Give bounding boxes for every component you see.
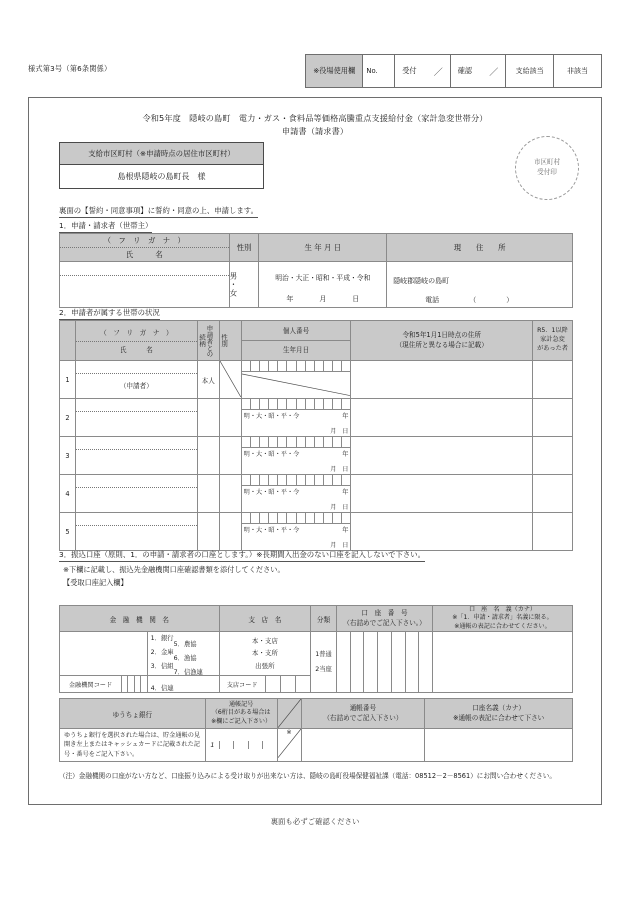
row3-sex-cell[interactable]	[219, 437, 241, 475]
account-type-2[interactable]: 2当座	[315, 666, 332, 673]
household-table	[59, 320, 573, 551]
row1-address-input[interactable]	[351, 361, 533, 399]
row1-number: 1	[60, 361, 76, 399]
inst-type-2[interactable]: 2．金庫	[150, 649, 174, 656]
applicant-address-input[interactable]	[387, 262, 573, 308]
row2-eras: 明・大・昭・平・令	[243, 413, 300, 420]
passbook-number-header	[301, 699, 425, 729]
row3-birth-cell[interactable]	[242, 448, 351, 474]
row3-change-input[interactable]	[533, 437, 573, 475]
applicant-table	[59, 233, 573, 308]
symbol-line1: 通帳記号	[228, 700, 254, 708]
title-line-1: 令和5年度 隠岐の島町 電力・ガス・食料品等価格高騰重点支援給付金（家計急変世帯分）	[142, 113, 488, 123]
table-row	[60, 513, 573, 551]
yucho-instruction: ゆうちょ銀行を選択された場合は、貯金通帳の見開き左上またはキャッシュカードに記載された記号・番号をご記入下さい。	[60, 729, 206, 762]
account-number-header	[337, 606, 433, 632]
diagonal-line-icon	[220, 361, 241, 397]
row5-address-input[interactable]	[351, 513, 533, 551]
birth-day-label: 日	[352, 294, 360, 303]
mynumber-grid[interactable]	[242, 399, 351, 410]
sex-header: 性別	[229, 234, 259, 262]
applicant-name-header	[60, 234, 230, 262]
inst-type-1[interactable]: 1．銀行	[150, 635, 174, 642]
furigana-header: （ フ リ ガ ナ ）	[60, 234, 229, 248]
tel-paren-close: ）	[506, 296, 514, 304]
row5-birth-cell[interactable]	[242, 524, 351, 550]
h-furigana-header: （ フ リ ガ ナ ）	[76, 322, 197, 342]
row3-day: 日	[342, 466, 349, 473]
footer-note: （注）金融機関の口座がない方など、口座振り込みによる受け取りが出来ない方は、隠岐の島町役場保健福祉課（電話：08512－2－8561）にお問い合わせください。	[59, 772, 556, 780]
section1-heading: 1．申請・請求者（世帯主）	[59, 220, 152, 233]
row5-mynumber-cell[interactable]	[241, 513, 351, 551]
passbook-symbol-input[interactable]	[205, 729, 277, 762]
receipt-stamp-circle	[515, 136, 579, 200]
main-frame	[28, 97, 602, 805]
mynumber-grid[interactable]	[242, 475, 351, 486]
relation-header-text: 申請者との続柄	[198, 324, 214, 357]
section3-note1: ※下欄に記載し、振込先金融機関口座確認書類を添付してください。	[63, 565, 285, 574]
number-line2: （右詰めでご記入下さい）	[323, 713, 403, 722]
row5-eras: 明・大・昭・平・令	[243, 527, 300, 534]
bank-account-table	[59, 605, 573, 693]
address-2023-line1: 令和5年1月1日時点の住所	[402, 330, 481, 339]
institution-name-input[interactable]	[60, 632, 148, 676]
row5-year: 年	[342, 527, 349, 534]
title-line-2: 申請書（請求書）	[281, 125, 349, 136]
mynumber-grid[interactable]	[242, 437, 351, 448]
eligible-cell[interactable]: 支給該当	[506, 55, 554, 88]
row4-day: 日	[342, 504, 349, 511]
row4-name-input[interactable]	[75, 475, 197, 513]
row4-mynumber-cell[interactable]	[241, 475, 351, 513]
row1-birth-cell[interactable]	[242, 372, 351, 398]
h-birth-header: 生年月日	[282, 346, 310, 354]
row3-number: 3	[60, 437, 76, 475]
acct-name-line1: 口 座 名 義（カナ）	[468, 606, 537, 614]
row-number-header	[60, 321, 76, 361]
sudden-change-header	[533, 321, 573, 361]
applicant-birth-input[interactable]	[259, 262, 387, 308]
yucho-table	[59, 698, 573, 762]
birth-header: 生 年 月 日	[259, 234, 387, 262]
symbol-extra-cell[interactable]	[277, 729, 301, 762]
institution-type-4[interactable]: 4．信連	[147, 676, 219, 693]
change-line3: があった者	[537, 344, 568, 352]
row1-name-input[interactable]	[75, 361, 197, 399]
address-2023-header	[351, 321, 533, 361]
era-options: 明治・大正・昭和・平成・令和	[275, 273, 371, 282]
row2-day: 日	[342, 428, 349, 435]
row3-year: 年	[342, 451, 349, 458]
name-header: 氏 名	[125, 250, 163, 259]
row2-address-input[interactable]	[351, 399, 533, 437]
branch-code-label: 支店コード	[219, 676, 265, 693]
inst-type-5[interactable]: 5．農協	[173, 641, 197, 648]
inst-type-3[interactable]: 3．信組	[150, 663, 174, 670]
row1-change-input[interactable]	[533, 361, 573, 399]
row1-sex-cell[interactable]	[219, 361, 241, 399]
row5-number: 5	[60, 513, 76, 551]
row4-relation[interactable]	[197, 475, 219, 513]
acct-name-line3: ※通帳の表記に合わせてください。	[454, 622, 551, 630]
yucho-name-header	[425, 699, 573, 729]
row4-eras: 明・大・昭・平・令	[243, 489, 300, 496]
row5-name-input[interactable]	[75, 513, 197, 551]
h-sex-header	[219, 321, 241, 361]
yucho-name-line1: 口座名義（カナ）	[472, 703, 526, 712]
row5-day: 日	[342, 542, 349, 549]
inst-type-6[interactable]: 6．漁協	[173, 655, 197, 662]
branch-type-2[interactable]: 本・支所	[251, 649, 278, 658]
form-number: 様式第3号（第6条関係）	[28, 64, 112, 73]
row1-mynumber-cell[interactable]	[241, 361, 351, 399]
account-name-header	[433, 606, 573, 632]
acct-no-line1: 口 座 番 号	[361, 608, 408, 617]
stamp-line-2: 受付印	[537, 168, 557, 176]
section3-heading: 3．振込口座（原則、1．の申請・請求者の口座とします。）※長期間入出金のない口座を記入しないで下さい。	[59, 549, 425, 562]
relation-header	[197, 321, 219, 361]
row2-year: 年	[342, 413, 349, 420]
row2-relation[interactable]	[197, 399, 219, 437]
bottom-note: 裏面も必ずご確認ください	[270, 817, 360, 826]
applicant-name-input[interactable]	[60, 262, 230, 308]
stamp-line-1: 市区町村	[533, 158, 561, 167]
symbol-line2: （6桁目がある場合は	[211, 709, 271, 717]
h-name-header: 氏 名	[119, 346, 153, 354]
row4-address-input[interactable]	[351, 475, 533, 513]
row4-change-input[interactable]	[533, 475, 573, 513]
mynumber-grid[interactable]	[242, 361, 351, 372]
applicant-sex-input[interactable]	[229, 262, 259, 308]
account-type-1[interactable]: 1普通	[315, 650, 332, 658]
recipient-box	[59, 142, 264, 189]
account-holder-name-input[interactable]	[433, 632, 573, 693]
mynumber-header	[241, 321, 351, 361]
row4-birth-cell[interactable]	[242, 486, 351, 512]
branch-code-grid[interactable]	[266, 676, 310, 692]
account-type-header: 分類	[311, 606, 337, 632]
row3-address-input[interactable]	[351, 437, 533, 475]
institution-type-options[interactable]	[147, 632, 219, 676]
address-2023-line2: （現住所と異なる場合に記載）	[395, 340, 488, 349]
symbol-prefill: 1	[210, 740, 215, 749]
address-header: 現 住 所	[387, 234, 573, 262]
account-number-input[interactable]	[337, 632, 433, 693]
row5-relation[interactable]	[197, 513, 219, 551]
acct-no-line2: （右詰めでご記入下さい。）	[343, 618, 426, 627]
passbook-symbol-header	[205, 699, 277, 729]
slash-icon: ／	[433, 67, 443, 78]
top-row	[28, 54, 602, 94]
row2-change-input[interactable]	[533, 399, 573, 437]
table-row	[60, 361, 573, 399]
row2-sex-cell[interactable]	[219, 399, 241, 437]
not-eligible-cell[interactable]: 非該当	[554, 55, 602, 88]
branch-code-input[interactable]	[265, 676, 310, 693]
section2-heading: 2．申請者が属する世帯の状況	[59, 307, 160, 320]
branch-type-3[interactable]: 出張所	[255, 661, 275, 670]
branch-type-1[interactable]: 本・支店	[251, 637, 278, 646]
h-sex-header-text: 性別	[220, 334, 229, 347]
row5-change-input[interactable]	[533, 513, 573, 551]
row1-relation: 本人	[197, 361, 219, 399]
mynumber-header-text: 個人番号	[242, 322, 351, 341]
table-row	[60, 399, 573, 437]
yucho-holder-name-input[interactable]	[425, 729, 573, 762]
row2-name-input[interactable]	[75, 399, 197, 437]
institution-code-row[interactable]	[60, 676, 148, 693]
form-title	[29, 112, 601, 137]
birth-month-label: 月	[319, 294, 327, 303]
row3-mynumber-cell[interactable]	[241, 437, 351, 475]
row2-number: 2	[60, 399, 76, 437]
symbol-line3: ※欄にご記入下さい）	[211, 717, 272, 725]
change-line2: 家計急変	[540, 336, 565, 343]
row4-month: 月	[330, 504, 337, 511]
account-type-options[interactable]	[311, 632, 337, 693]
row4-number: 4	[60, 475, 76, 513]
reception-field[interactable]	[395, 55, 451, 88]
account-number-grid[interactable]	[337, 632, 432, 692]
branch-type-options[interactable]	[219, 632, 310, 676]
institution-code-label: 金融機関コード	[60, 676, 122, 692]
tel-paren-open: （	[469, 296, 477, 304]
slash-icon-2: ／	[489, 67, 499, 78]
change-line1: R5．1以降	[537, 327, 568, 335]
institution-name-header: 金 融 機 関 名	[60, 606, 220, 632]
yucho-label: ゆうちょ銀行	[60, 699, 206, 729]
inst-type-7[interactable]: 7．信漁連	[173, 669, 203, 676]
recipient-header: 支給市区町村（※申請時点の居住市区町村）	[60, 143, 263, 165]
row5-sex-cell[interactable]	[219, 513, 241, 551]
row3-name-input[interactable]	[75, 437, 197, 475]
symbol-grid[interactable]	[206, 741, 277, 749]
tel-label: 電話	[425, 296, 440, 304]
pledge-statement: 裏面の【誓約・同意事項】に誓約・同意の上、申請します。	[59, 205, 258, 218]
yucho-name-line2: ※通帳の表記に合わせて下さい	[453, 713, 545, 722]
confirm-field[interactable]	[450, 55, 506, 88]
office-use-label: ※役場使用欄	[306, 55, 363, 88]
number-line1: 通帳番号	[349, 703, 377, 712]
mynumber-grid[interactable]	[242, 513, 351, 524]
table-row	[60, 475, 573, 513]
diagonal-line-icon	[278, 699, 301, 728]
branch-name-header: 支 店 名	[219, 606, 310, 632]
office-use-table	[305, 54, 602, 88]
sex-options: 男・女	[228, 271, 238, 298]
symbol-mark: ※	[286, 729, 292, 736]
row3-month: 月	[330, 466, 337, 473]
row1-applicant-label: （申請者）	[119, 381, 153, 390]
confirm-label: 確認	[457, 66, 473, 75]
institution-code-grid[interactable]	[122, 676, 147, 692]
row2-month: 月	[330, 428, 337, 435]
row2-mynumber-cell[interactable]	[241, 399, 351, 437]
recipient-value: 島根県隠岐の島町長 様	[60, 165, 263, 188]
row2-birth-cell[interactable]	[242, 410, 351, 436]
household-name-header	[75, 321, 197, 361]
office-no-field[interactable]: No.	[363, 55, 395, 88]
row3-relation[interactable]	[197, 437, 219, 475]
passbook-number-input[interactable]	[301, 729, 425, 762]
row5-month: 月	[330, 542, 337, 549]
row4-sex-cell[interactable]	[219, 475, 241, 513]
address-prefill: 隠岐郡隠岐の島町	[393, 277, 450, 285]
row4-year: 年	[342, 489, 349, 496]
row3-eras: 明・大・昭・平・令	[243, 451, 300, 458]
reception-label: 受付	[402, 66, 417, 75]
diagonal-strike-icon	[242, 372, 351, 398]
section3-note2: 【受取口座記入欄】	[63, 578, 128, 587]
symbol-spacer-cell	[277, 699, 301, 729]
acct-name-line2: ※「1．申請・請求者」名義に限る。	[452, 614, 553, 622]
table-row	[60, 437, 573, 475]
birth-year-label: 年	[286, 294, 294, 303]
